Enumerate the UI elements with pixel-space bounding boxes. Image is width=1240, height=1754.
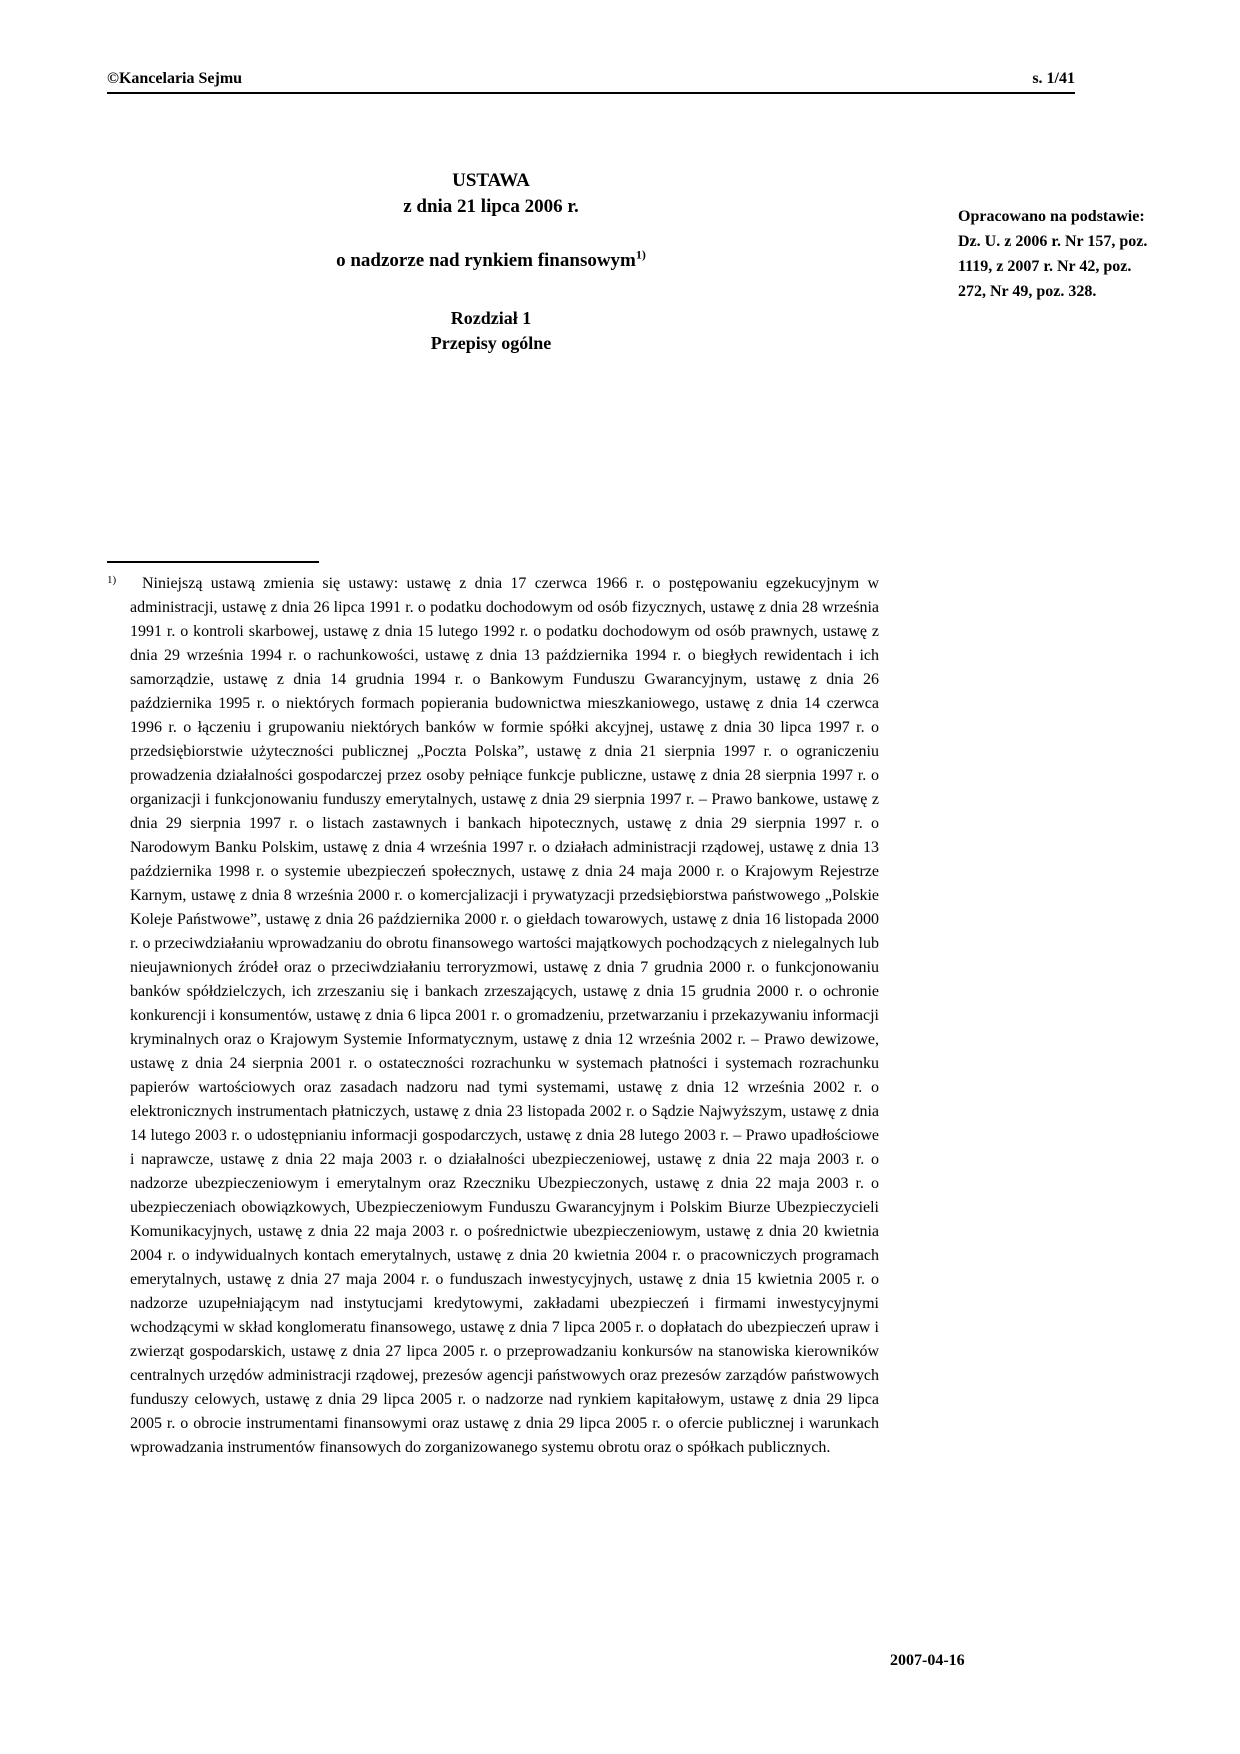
footnote-paragraph	[107, 572, 879, 1460]
header-rule	[107, 92, 1075, 94]
footnote-block	[107, 572, 879, 1460]
act-title: USTAWA	[452, 170, 530, 191]
header-publisher: ©Kancelaria Sejmu	[107, 70, 243, 87]
act-subject: o nadzorze nad rynkiem finansowym	[336, 250, 636, 271]
publication-basis-note: Opracowano na podstawie: Dz. U. z 2006 r. Nr 157, poz. 1119, z 2007 r. Nr 42, poz. 272, Nr 49, poz. 328.	[958, 208, 1148, 300]
chapter-heading: Rozdział 1	[450, 308, 532, 328]
act-subject-line	[105, 248, 877, 274]
title-block	[105, 168, 877, 356]
header-page-indicator: s. 1/41	[1032, 70, 1075, 87]
footnote-separator-rule	[107, 561, 319, 563]
footer-date: 2007-04-16	[890, 1652, 965, 1669]
chapter-subtitle: Przepisy ogólne	[430, 333, 552, 353]
act-date: z dnia 21 lipca 2006 r.	[403, 196, 579, 217]
footnote-reference: 1)	[635, 247, 646, 262]
footnote-text: Niniejszą ustawą zmienia się ustawy: ustawę z dnia 17 czerwca 1966 r. o postępowaniu egzekucyjnym w administracji, ustawę z dnia 26 lipca 1991 r. o podatku dochodowym od osób fizycznych, ustawę z dnia 28 września 1991 r. o kontroli skarbowej, ustawę z dnia 15 lutego 1992 r. o podatku dochodowym od osób prawnych, ustawę z dnia 29 września 1994 r. o rachunkowości, ustawę z dnia 13 października 1994 r. o biegłych rewidentach i ich samorządzie, ustawę z dnia 14 grudnia 1994 r. o Bankowym Funduszu Gwarancyjnym, ustawę z dnia 26 października 1995 r. o niektórych formach popierania budownictwa mieszkaniowego, ustawę z dnia 14 czerwca 1996 r. o łączeniu i grupowaniu niektórych banków w formie spółki akcyjnej, ustawę z dnia 30 lipca 1997 r. o przedsiębiorstwie użyteczności publicznej „Poczta Polska”, ustawę z dnia 21 sierpnia 1997 r. o ograniczeniu prowadzenia działalności gospodarczej przez osoby pełniące funkcje publiczne, ustawę z dnia 28 sierpnia 1997 r. o organizacji i funkcjonowaniu funduszy emerytalnych, ustawę z dnia 29 sierpnia 1997 r. – Prawo bankowe, ustawę z dnia 29 sierpnia 1997 r. o listach zastawnych i bankach hipotecznych, ustawę z dnia 29 sierpnia 1997 r. o Narodowym Banku Polskim, ustawę z dnia 4 września 1997 r. o działach administracji rządowej, ustawę z dnia 13 października 1998 r. o systemie ubezpieczeń społecznych, ustawę z dnia 24 maja 2000 r. o Krajowym Rejestrze Karnym, ustawę z dnia 8 września 2000 r. o komercjalizacji i prywatyzacji przedsiębiorstwa państwowego „Polskie Koleje Państwowe”, ustawę z dnia 26 października 2000 r. o giełdach towarowych, ustawę z dnia 16 listopada 2000 r. o przeciwdziałaniu wprowadzaniu do obrotu finansowego wartości majątkowych pochodzących z nielegalnych lub nieujawnionych źródeł oraz o przeciwdziałaniu terroryzmowi, ustawę z dnia 7 grudnia 2000 r. o funkcjonowaniu banków spółdzielczych, ich zrzeszaniu się i bankach zrzeszających, ustawę z dnia 15 grudnia 2000 r. o ochronie konkurencji i konsumentów, ustawę z dnia 6 lipca 2001 r. o gromadzeniu, przetwarzaniu i przekazywaniu informacji kryminalnych oraz o Krajowym Systemie Informatycznym, ustawę z dnia 12 września 2002 r. – Prawo dewizowe, ustawę z dnia 24 sierpnia 2001 r. o ostateczności rozrachunku w systemach płatności i systemach rozrachunku papierów wartościowych oraz zasadach nadzoru nad tymi systemami, ustawę z dnia 12 września 2002 r. o elektronicznych instrumentach płatniczych, ustawę z dnia 23 listopada 2002 r. o Sądzie Najwyższym, ustawę z dnia 14 lutego 2003 r. o udostępnianiu informacji gospodarczych, ustawę z dnia 28 lutego 2003 r. – Prawo upadłościowe i naprawcze, ustawę z dnia 22 maja 2003 r. o działalności ubezpieczeniowej, ustawę z dnia 22 maja 2003 r. o nadzorze ubezpieczeniowym i emerytalnym oraz Rzeczniku Ubezpieczonych, ustawę z dnia 22 maja 2003 r. o ubezpieczeniach obowiązkowych, Ubezpieczeniowym Funduszu Gwarancyjnym i Polskim Biurze Ubezpieczycieli Komunikacyjnych, ustawę z dnia 22 maja 2003 r. o pośrednictwie ubezpieczeniowym, ustawę z dnia 20 kwietnia 2004 r. o indywidualnych kontach emerytalnych, ustawę z dnia 20 kwietnia 2004 r. o pracowniczych programach emerytalnych, ustawę z dnia 27 maja 2004 r. o funduszach inwestycyjnych, ustawę z dnia 15 kwietnia 2005 r. o nadzorze uzupełniającym nad instytucjami kredytowymi, zakładami ubezpieczeń i firmami inwestycyjnymi wchodzącymi w skład konglomeratu finansowego, ustawę z dnia 7 lipca 2005 r. o dopłatach do ubezpieczeń upraw i zwierząt gospodarskich, ustawę z dnia 27 lipca 2005 r. o przeprowadzaniu konkursów na stanowiska kierowników centralnych urzędów administracji rządowej, prezesów agencji państwowych oraz prezesów zarządów państwowych funduszy celowych, ustawę z dnia 29 lipca 2005 r. o nadzorze nad rynkiem kapitałowym, ustawę z dnia 29 lipca 2005 r. o obrocie instrumentami finansowymi oraz ustawę z dnia 29 lipca 2005 r. o ofercie publicznej i warunkach wprowadzania instrumentów finansowych do zorganizowanego systemu obrotu oraz o spółkach publicznych.	[130, 575, 879, 1456]
footnote-marker: 1)	[107, 574, 117, 586]
